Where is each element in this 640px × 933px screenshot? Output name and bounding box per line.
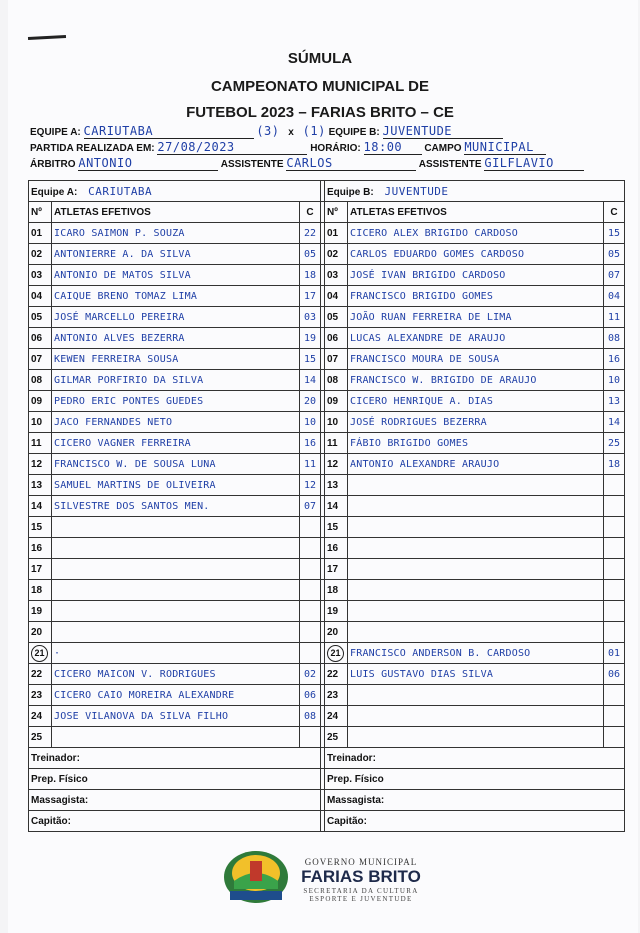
player-row — [29, 391, 625, 412]
player-row — [29, 580, 625, 601]
player-name-b — [348, 496, 604, 517]
player-c-b — [604, 496, 625, 517]
player-row — [29, 286, 625, 307]
player-number-b: 16 — [325, 538, 348, 559]
player-row — [29, 412, 625, 433]
player-name-b: CICERO HENRIQUE A. DIAS — [348, 391, 604, 412]
col-athletes-b: ATLETAS EFETIVOS — [348, 202, 604, 223]
player-name-b: FÁBIO BRIGIDO GOMES — [348, 433, 604, 454]
player-row — [29, 664, 625, 685]
assistant-1-value: CARLOS — [286, 156, 416, 171]
footer-line-1: GOVERNO MUNICIPAL — [304, 857, 418, 867]
player-c-a — [300, 517, 321, 538]
date-label: PARTIDA REALIZADA EM: — [30, 143, 155, 154]
player-row — [29, 265, 625, 286]
player-c-a: 10 — [300, 412, 321, 433]
player-number-a: 01 — [29, 223, 52, 244]
player-name-a: SAMUEL MARTINS DE OLIVEIRA — [52, 475, 300, 496]
player-c-b: 16 — [604, 349, 625, 370]
player-number-a: 04 — [29, 286, 52, 307]
player-c-b: 07 — [604, 265, 625, 286]
player-c-b: 05 — [604, 244, 625, 265]
player-c-b: 11 — [604, 307, 625, 328]
player-c-a — [300, 580, 321, 601]
player-number-b: 07 — [325, 349, 348, 370]
player-number-b: 01 — [325, 223, 348, 244]
player-row — [29, 727, 625, 748]
player-c-a — [300, 643, 321, 664]
player-name-b: JOÃO RUAN FERREIRA DE LIMA — [348, 307, 604, 328]
player-c-a — [300, 601, 321, 622]
player-name-b: JOSÉ RODRIGUES BEZERRA — [348, 412, 604, 433]
player-name-b — [348, 685, 604, 706]
player-row — [29, 328, 625, 349]
player-c-a — [300, 538, 321, 559]
player-name-a: ANTONIO DE MATOS SILVA — [52, 265, 300, 286]
team-b-header-value: JUVENTUDE — [384, 184, 449, 198]
document-subtitle: CAMPEONATO MUNICIPAL DE — [210, 78, 430, 95]
player-c-a: 06 — [300, 685, 321, 706]
player-row — [29, 622, 625, 643]
staff-label-b: Capitão: — [325, 811, 625, 832]
player-c-a: 15 — [300, 349, 321, 370]
player-name-b: CARLOS EDUARDO GOMES CARDOSO — [348, 244, 604, 265]
player-number-b: 03 — [325, 265, 348, 286]
player-row — [29, 643, 625, 664]
player-name-b — [348, 517, 604, 538]
staff-label-b: Treinador: — [325, 748, 625, 769]
player-name-a: JOSÉ MARCELLO PEREIRA — [52, 307, 300, 328]
player-name-a: ICARO SAIMON P. SOUZA — [52, 223, 300, 244]
player-number-a: 19 — [29, 601, 52, 622]
player-c-a: 17 — [300, 286, 321, 307]
farias-brito-logo — [220, 847, 292, 905]
player-c-a: 14 — [300, 370, 321, 391]
player-number-b — [325, 643, 348, 664]
player-c-b — [604, 706, 625, 727]
col-c-b: C — [604, 202, 625, 223]
player-name-b: LUIS GUSTAVO DIAS SILVA — [348, 664, 604, 685]
player-number-b: 05 — [325, 307, 348, 328]
circled-number: 21 — [327, 645, 344, 662]
players-table — [28, 180, 625, 832]
staff-label-a: Capitão: — [29, 811, 321, 832]
player-row — [29, 454, 625, 475]
player-number-a — [29, 643, 52, 664]
team-b-header-label: Equipe B: — [327, 186, 374, 198]
team-b-value: JUVENTUDE — [383, 124, 503, 139]
officials-line — [30, 156, 584, 171]
player-c-b — [604, 601, 625, 622]
player-row — [29, 370, 625, 391]
player-c-a: 07 — [300, 496, 321, 517]
date-line — [30, 140, 546, 155]
player-c-a — [300, 727, 321, 748]
field-value: MUNICIPAL — [464, 140, 546, 155]
player-row — [29, 433, 625, 454]
player-name-a — [52, 601, 300, 622]
player-c-b: 13 — [604, 391, 625, 412]
player-row — [29, 307, 625, 328]
player-number-b: 11 — [325, 433, 348, 454]
player-name-a: CAIQUE BRENO TOMAZ LIMA — [52, 286, 300, 307]
player-number-b: 19 — [325, 601, 348, 622]
player-c-a: 22 — [300, 223, 321, 244]
staff-label-a: Massagista: — [29, 790, 321, 811]
staff-row — [29, 769, 625, 790]
column-header-row — [29, 202, 625, 223]
player-name-a: CICERO MAICON V. RODRIGUES — [52, 664, 300, 685]
player-c-a: 12 — [300, 475, 321, 496]
player-c-b: 14 — [604, 412, 625, 433]
player-name-a: · — [52, 643, 300, 664]
player-c-b — [604, 685, 625, 706]
player-name-b: FRANCISCO BRIGIDO GOMES — [348, 286, 604, 307]
footer-line-2: FARIAS BRITO — [301, 867, 421, 886]
player-number-a: 14 — [29, 496, 52, 517]
team-a-header-label: Equipe A: — [31, 186, 78, 198]
player-number-b: 17 — [325, 559, 348, 580]
player-number-b: 22 — [325, 664, 348, 685]
score-b: (1) — [302, 124, 326, 138]
col-no-a: Nº — [29, 202, 52, 223]
player-number-b: 08 — [325, 370, 348, 391]
player-name-a: SILVESTRE DOS SANTOS MEN. — [52, 496, 300, 517]
player-number-a: 03 — [29, 265, 52, 286]
time-label: HORÁRIO: — [310, 143, 361, 154]
player-c-b — [604, 559, 625, 580]
staff-row — [29, 748, 625, 769]
staff-label-a: Prep. Físico — [29, 769, 321, 790]
player-c-a: 02 — [300, 664, 321, 685]
player-number-b: 10 — [325, 412, 348, 433]
player-name-a: GILMAR PORFIRIO DA SILVA — [52, 370, 300, 391]
score-a: (3) — [256, 124, 280, 138]
player-number-b: 04 — [325, 286, 348, 307]
player-number-a: 07 — [29, 349, 52, 370]
player-number-a: 22 — [29, 664, 52, 685]
player-name-a — [52, 727, 300, 748]
team-a-header — [29, 181, 321, 202]
player-name-b — [348, 601, 604, 622]
team-a-value: CARIUTABA — [84, 124, 254, 139]
player-name-b: FRANCISCO ANDERSON B. CARDOSO — [348, 643, 604, 664]
player-name-a — [52, 622, 300, 643]
player-name-a: PEDRO ERIC PONTES GUEDES — [52, 391, 300, 412]
player-name-b: ANTONIO ALEXANDRE ARAUJO — [348, 454, 604, 475]
team-header-row — [29, 181, 625, 202]
player-c-b — [604, 475, 625, 496]
col-no-b: Nº — [325, 202, 348, 223]
footer-line-4: ESPORTE E JUVENTUDE — [309, 895, 413, 903]
player-row — [29, 223, 625, 244]
player-c-a — [300, 559, 321, 580]
team-a-label: EQUIPE A: — [30, 127, 81, 138]
staff-label-b: Massagista: — [325, 790, 625, 811]
player-name-b: FRANCISCO W. BRIGIDO DE ARAUJO — [348, 370, 604, 391]
document-subtitle-2: FUTEBOL 2023 – FARIAS BRITO – CE — [186, 104, 454, 121]
player-name-b — [348, 622, 604, 643]
player-number-a: 23 — [29, 685, 52, 706]
player-number-a: 02 — [29, 244, 52, 265]
player-row — [29, 601, 625, 622]
footer-line-3: SECRETARIA DA CULTURA — [303, 887, 419, 895]
player-name-a: JOSE VILANOVA DA SILVA FILHO — [52, 706, 300, 727]
footer-brand — [296, 857, 426, 903]
player-number-b: 20 — [325, 622, 348, 643]
team-a-header-value: CARIUTABA — [88, 184, 153, 198]
player-name-b: LUCAS ALEXANDRE DE ARAUJO — [348, 328, 604, 349]
assistant-2-label: ASSISTENTE — [418, 159, 482, 170]
field-label: CAMPO — [424, 143, 462, 154]
player-name-b: JOSÉ IVAN BRIGIDO CARDOSO — [348, 265, 604, 286]
player-number-a: 05 — [29, 307, 52, 328]
assistant-2-value: GILFLAVIO — [484, 156, 584, 171]
player-row — [29, 706, 625, 727]
player-number-a: 18 — [29, 580, 52, 601]
player-number-b: 13 — [325, 475, 348, 496]
player-row — [29, 517, 625, 538]
document-title: SÚMULA — [287, 50, 353, 67]
player-number-b: 18 — [325, 580, 348, 601]
player-c-a: 03 — [300, 307, 321, 328]
player-number-a: 13 — [29, 475, 52, 496]
player-name-b — [348, 706, 604, 727]
player-row — [29, 685, 625, 706]
player-number-b: 02 — [325, 244, 348, 265]
player-number-a: 17 — [29, 559, 52, 580]
player-c-a: 20 — [300, 391, 321, 412]
player-number-b: 24 — [325, 706, 348, 727]
player-row — [29, 349, 625, 370]
player-row — [29, 496, 625, 517]
team-line — [30, 124, 503, 139]
player-row — [29, 244, 625, 265]
player-number-a: 06 — [29, 328, 52, 349]
player-number-a: 12 — [29, 454, 52, 475]
player-c-a — [300, 622, 321, 643]
player-c-a: 19 — [300, 328, 321, 349]
player-c-b — [604, 580, 625, 601]
staff-label-b: Prep. Físico — [325, 769, 625, 790]
player-name-b — [348, 538, 604, 559]
date-value: 27/08/2023 — [157, 140, 307, 155]
col-c-a: C — [300, 202, 321, 223]
player-name-a — [52, 517, 300, 538]
player-c-b: 15 — [604, 223, 625, 244]
player-c-b — [604, 538, 625, 559]
player-name-a: CICERO VAGNER FERREIRA — [52, 433, 300, 454]
player-name-a — [52, 559, 300, 580]
player-c-a: 18 — [300, 265, 321, 286]
team-b-header — [325, 181, 625, 202]
player-number-b: 15 — [325, 517, 348, 538]
player-name-a: KEWEN FERREIRA SOUSA — [52, 349, 300, 370]
referee-value: ANTONIO — [78, 156, 218, 171]
assistant-1-label: ASSISTENTE — [220, 159, 284, 170]
player-c-b — [604, 727, 625, 748]
player-name-b: CICERO ALEX BRIGIDO CARDOSO — [348, 223, 604, 244]
player-number-a: 11 — [29, 433, 52, 454]
player-c-b: 06 — [604, 664, 625, 685]
player-c-a: 08 — [300, 706, 321, 727]
player-number-a: 25 — [29, 727, 52, 748]
player-c-b: 10 — [604, 370, 625, 391]
player-c-a: 16 — [300, 433, 321, 454]
player-name-b: FRANCISCO MOURA DE SOUSA — [348, 349, 604, 370]
player-number-b: 25 — [325, 727, 348, 748]
col-athletes-a: ATLETAS EFETIVOS — [52, 202, 300, 223]
player-number-b: 23 — [325, 685, 348, 706]
player-row — [29, 559, 625, 580]
team-b-label: EQUIPE B: — [328, 127, 380, 138]
player-name-a — [52, 580, 300, 601]
player-row — [29, 475, 625, 496]
player-number-a: 08 — [29, 370, 52, 391]
player-c-b: 08 — [604, 328, 625, 349]
player-c-a: 11 — [300, 454, 321, 475]
player-name-b — [348, 727, 604, 748]
player-number-b: 12 — [325, 454, 348, 475]
staff-row — [29, 811, 625, 832]
player-c-b — [604, 622, 625, 643]
player-name-b — [348, 559, 604, 580]
staff-row — [29, 790, 625, 811]
player-number-b: 06 — [325, 328, 348, 349]
player-number-a: 24 — [29, 706, 52, 727]
player-c-b: 01 — [604, 643, 625, 664]
player-name-b — [348, 475, 604, 496]
player-name-b — [348, 580, 604, 601]
player-number-a: 09 — [29, 391, 52, 412]
player-c-b: 25 — [604, 433, 625, 454]
player-row — [29, 538, 625, 559]
player-number-a: 10 — [29, 412, 52, 433]
versus-label: x — [288, 127, 294, 138]
player-c-b: 04 — [604, 286, 625, 307]
player-c-b: 18 — [604, 454, 625, 475]
player-name-a: FRANCISCO W. DE SOUSA LUNA — [52, 454, 300, 475]
circled-number: 21 — [31, 645, 48, 662]
referee-label: ÁRBITRO — [30, 159, 76, 170]
player-name-a: ANTONIO ALVES BEZERRA — [52, 328, 300, 349]
player-number-a: 20 — [29, 622, 52, 643]
time-value: 18:00 — [364, 140, 422, 155]
player-name-a: JACO FERNANDES NETO — [52, 412, 300, 433]
player-c-b — [604, 517, 625, 538]
player-number-a: 15 — [29, 517, 52, 538]
player-c-a: 05 — [300, 244, 321, 265]
player-number-a: 16 — [29, 538, 52, 559]
player-number-b: 09 — [325, 391, 348, 412]
player-name-a: CICERO CAIO MOREIRA ALEXANDRE — [52, 685, 300, 706]
player-number-b: 14 — [325, 496, 348, 517]
player-name-a — [52, 538, 300, 559]
staff-label-a: Treinador: — [29, 748, 321, 769]
player-name-a: ANTONIERRE A. DA SILVA — [52, 244, 300, 265]
